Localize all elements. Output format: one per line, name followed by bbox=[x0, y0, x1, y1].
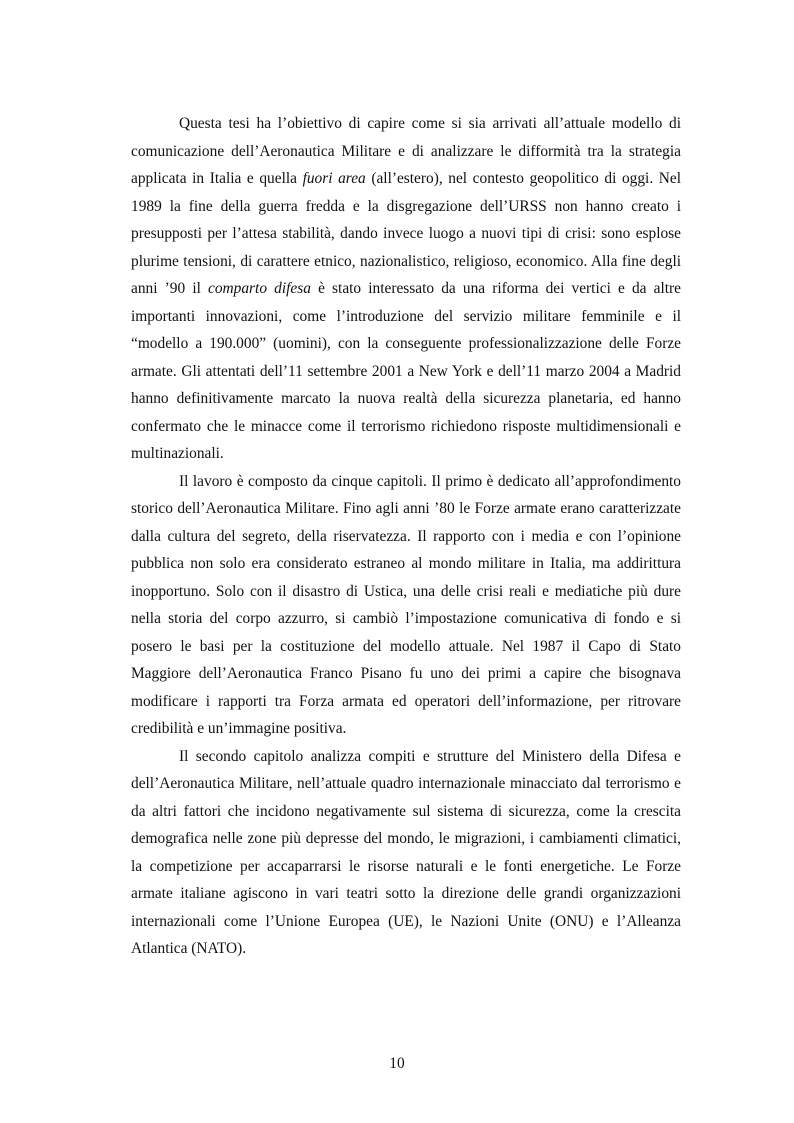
document-body bbox=[131, 110, 681, 963]
paragraph-1 bbox=[131, 110, 681, 468]
page-number: 10 bbox=[389, 1055, 405, 1072]
paragraph-3 bbox=[131, 743, 681, 963]
paragraph-1-text: (all’estero), nel contesto geopolitico di oggi. Nel 1989 la fine della guerra fredda e la disgregazione dell’URSS non hanno creato i presupposti per l’attesa stabilità, dando invece luogo a nuovi tipi di crisi: sono esplose plurime tensioni, di carattere etnico, nazionalistico, religioso, economico. Alla fine degli anni ’90 il bbox=[131, 170, 682, 297]
paragraph-2 bbox=[131, 468, 681, 743]
paragraph-1-text: Questa tesi ha l’obiettivo di capire come si sia arrivati all’attuale modello di comunicazione dell’Aeronautica Militare e di analizzare le difformità tra la strategia applicata in Italia e quella bbox=[131, 115, 681, 187]
paragraph-1-text: è stato interessato da una riforma dei vertici e da altre importanti innovazioni, come l’introduzione del servizio militare femminile e il “modello a 190.000” (uomini), con la conseguente professionalizzazione delle Forze armate. Gli attentati dell’11 settembre 2001 a New York e dell’11 marzo 2004 a Madrid hanno definitivamente marcato la nuova realtà della sicurezza planetaria, ed hanno confermato che le minacce come il terrorismo richiedono risposte multidimensionali e multinazionali. bbox=[131, 280, 681, 462]
paragraph-2-text: Il lavoro è composto da cinque capitoli. Il primo è dedicato all’approfondimento storico dell’Aeronautica Militare. Fino agli anni ’80 le Forze armate erano caratterizzate dalla cultura del segreto, della riservatezza. Il rapporto con i media e con l’opinione pubblica non solo era considerato estraneo al mondo militare in Italia, ma addirittura inopportuno. Solo con il disastro di Ustica, una delle crisi reali e mediatiche più dure nella storia del corpo azzurro, si cambiò l’impostazione comunicativa di fondo e si posero le basi per la costituzione del modello attuale. Nel 1987 il Capo di Stato Maggiore dell’Aeronautica Franco Pisano fu uno dei primi a capire che bisognava modificare i rapporti tra Forza armata ed operatori dell’informazione, per ritrovare credibilità e un’immagine positiva. bbox=[131, 472, 681, 737]
paragraph-3-text: Il secondo capitolo analizza compiti e strutture del Ministero della Difesa e dell’Aeronautica Militare, nell’attuale quadro internazionale minacciato dal terrorismo e da altri fattori che incidono negativamente sul sistema di sicurezza, come la crescita demografica nelle zone più depresse del mondo, le migrazioni, i cambiamenti climatici, la competizione per accaparrarsi le risorse naturali e le fonti energetiche. Le Forze armate italiane agiscono in vari teatri sotto la direzione delle grandi organizzazioni internazionali come l’Unione Europea (UE), le Nazioni Unite (ONU) e l’Alleanza Atlantica (NATO). bbox=[131, 747, 681, 957]
paragraph-1-italic-fuori-area: fuori area bbox=[302, 170, 366, 187]
paragraph-1-italic-comparto-difesa: comparto difesa bbox=[208, 280, 311, 297]
